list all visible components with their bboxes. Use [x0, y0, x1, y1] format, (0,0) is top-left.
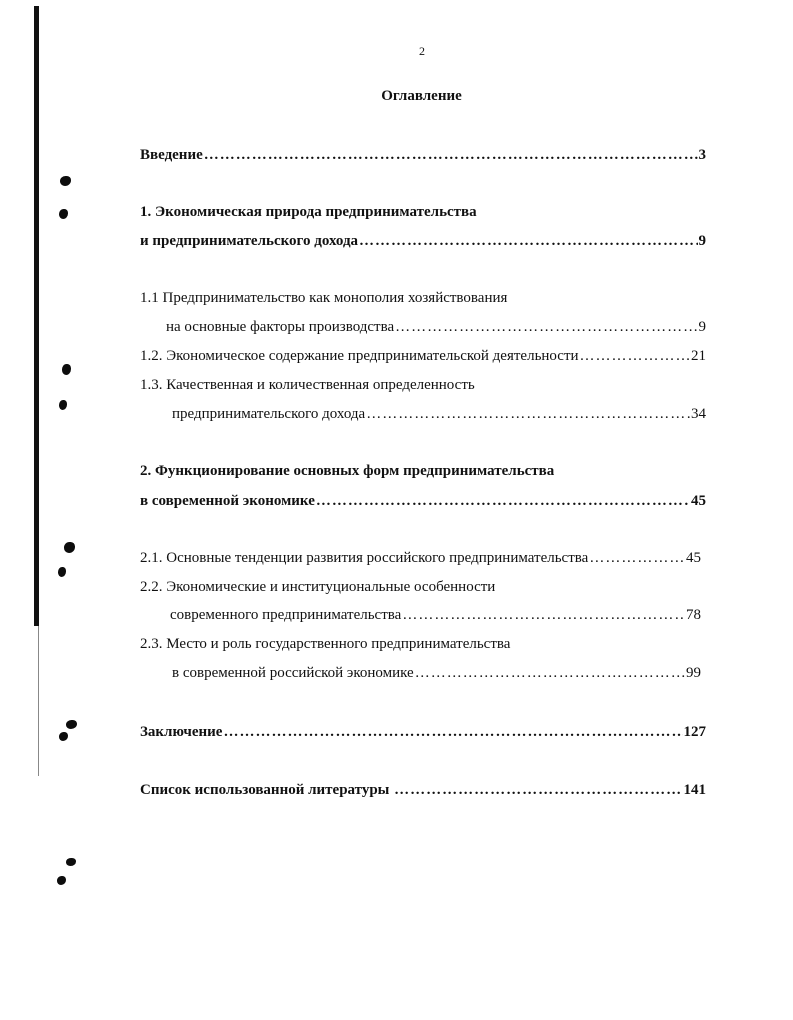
toc-entry-page: 21 — [691, 348, 706, 364]
section-2-2-line2: современного предпринимательства — [170, 607, 402, 623]
ink-blot — [59, 209, 68, 219]
section-1-1-line2: на основные факторы производства — [166, 319, 395, 335]
chapter1-title-line2: и предпринимательского дохода — [140, 233, 359, 249]
leader-dots — [204, 146, 698, 164]
toc-title: Оглавление — [381, 88, 462, 104]
leader-dots — [394, 781, 682, 799]
ink-blot — [66, 858, 76, 866]
toc-entry-section-2-3 — [172, 664, 701, 682]
toc-entry-page: 34 — [691, 406, 706, 422]
leader-dots — [223, 723, 682, 741]
toc-entry-section-1-2 — [140, 347, 706, 365]
ink-blot — [62, 364, 71, 375]
leader-dots — [359, 232, 697, 250]
leader-dots — [580, 347, 690, 365]
section-2-1-line1: 2.1. Основные тенденции развития российского предпринимательства — [140, 550, 589, 566]
toc-entry-conclusion — [140, 723, 706, 741]
toc-entry-page: 99 — [686, 665, 701, 681]
toc-entry-page: 45 — [686, 550, 701, 566]
toc-entry-page: 78 — [686, 607, 701, 623]
chapter1-title-line1: 1. Экономическая природа предпринимательства — [140, 204, 477, 220]
toc-entry-section-1-1 — [166, 318, 706, 336]
toc-entry-section-2-1 — [140, 549, 701, 567]
ink-blot — [64, 542, 75, 553]
section-2-2-line1: 2.2. Экономические и институциональные особенности — [140, 579, 496, 595]
toc-entry-label: Заключение — [140, 724, 223, 740]
toc-entry-label: Введение — [140, 147, 203, 163]
toc-entry-page: 127 — [683, 724, 706, 740]
ink-blot — [59, 732, 68, 741]
scan-edge-artifact-faint — [38, 626, 39, 776]
ink-blot — [58, 567, 66, 577]
section-2-3-line1: 2.3. Место и роль государственного предпринимательства — [140, 636, 511, 652]
toc-entry-chapter1 — [140, 232, 706, 250]
section-1-1-line1: 1.1 Предпринимательство как монополия хозяйствования — [140, 290, 508, 306]
ink-blot — [60, 176, 71, 186]
toc-entry-section-2-2 — [170, 606, 701, 624]
section-1-3-line1: 1.3. Качественная и количественная определенность — [140, 377, 475, 393]
toc-entry-label: Список использованной литературы — [140, 782, 394, 798]
toc-entry-chapter2 — [140, 492, 706, 510]
leader-dots — [415, 664, 685, 682]
leader-dots — [402, 606, 685, 624]
toc-entry-section-1-3 — [172, 405, 706, 423]
leader-dots — [589, 549, 685, 567]
leader-dots — [395, 318, 697, 336]
toc-entry-page: 9 — [698, 233, 706, 249]
chapter2-title-line2: в современной экономике — [140, 493, 315, 509]
ink-blot — [57, 876, 66, 885]
chapter2-title-line1: 2. Функционирование основных форм предпринимательства — [140, 463, 555, 479]
section-2-3-line2: в современной российской экономике — [172, 665, 414, 681]
toc-entry-bibliography — [140, 781, 706, 799]
toc-entry-page: 9 — [698, 319, 706, 335]
ink-blot — [66, 720, 77, 729]
leader-dots — [316, 492, 690, 510]
toc-entry-page: 45 — [691, 493, 706, 509]
leader-dots — [366, 405, 690, 423]
toc-entry-page: 141 — [683, 782, 706, 798]
section-1-2-line1: 1.2. Экономическое содержание предпринимательской деятельности — [140, 348, 579, 364]
toc-entry-introduction — [140, 146, 706, 164]
ink-blot — [59, 400, 67, 410]
section-1-3-line2: предпринимательского дохода — [172, 406, 366, 422]
toc-entry-page: 3 — [698, 147, 706, 163]
page-number: 2 — [419, 44, 425, 58]
